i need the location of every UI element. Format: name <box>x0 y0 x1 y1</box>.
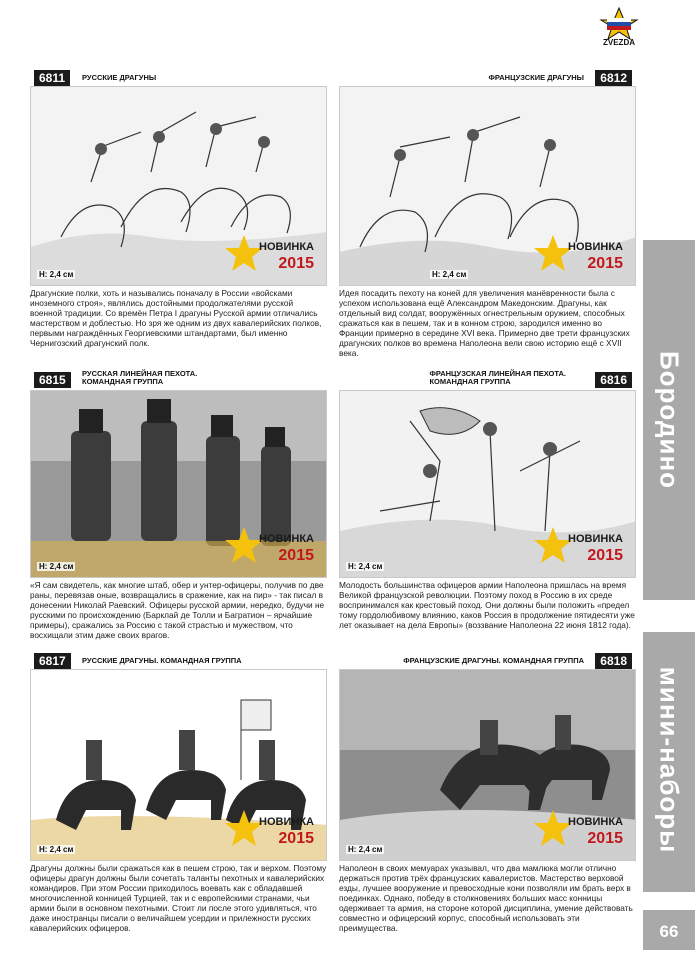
new-badge <box>549 529 629 569</box>
product-description: Драгунские полки, хоть и назывались поначалу в России «войсками иноземного строя», являлись достойными продолжателями русской военной традиции. Со времён Петра I драгуны Русской армии отличались мастерством и доблестью. Но зря же одним из двух кавалерийских полков, первыми награждённых Георгиевскими штандартами, был именно Чернигозский драгунский полк. <box>30 288 322 348</box>
badge-star-icon <box>533 808 573 848</box>
star-flag-icon <box>595 6 643 40</box>
card-header <box>339 370 636 386</box>
badge-label: НОВИНКА <box>259 533 314 545</box>
badge-label: НОВИНКА <box>568 241 623 253</box>
product-title: ФРАНЦУЗСКИЕ ДРАГУНЫ <box>488 73 584 82</box>
product-description: «Я сам свидетель, как многие штаб, обер и унтер-офицеры, получив по две раны, перевязав оные, возвращались в сражение, как на пир» - так писал в донесении Николай Раевский. Офицеры русской армии, нередко, будучи не русскими по происхождению (Барклай де Толли и Багратион – ярчайшие примеры), сражались за Россию с такой страстью и мужеством, что восхищали этим даже своих врагов. <box>30 580 325 640</box>
new-badge <box>549 237 629 277</box>
product-illustration <box>30 86 327 286</box>
zvezda-logo <box>595 6 643 52</box>
badge-star-icon <box>533 233 573 273</box>
product-title-line1: РУССКАЯ ЛИНЕЙНАЯ ПЕХОТА. <box>82 369 198 378</box>
product-illustration <box>339 86 636 286</box>
figure-height: H: 2,4 см <box>39 845 74 854</box>
figure-height: H: 2,4 см <box>348 562 383 571</box>
product-description: Молодость большинства офицеров армии Наполеона пришлась на время Великой французской революции. Поэтому поход в Россию в их среде воспринимался как крестовый поход. Они должны были положить «предел тому гордолюбивому влиянию, каков Россия в продолжение пятидесяти уже лет оказывает на дела Европы» (воззвание Наполеона 22 июня 1812 года). <box>339 580 635 630</box>
product-title-line2: КОМАНДНАЯ ГРУППА <box>429 377 511 386</box>
product-title: РУССКИЕ ДРАГУНЫ <box>82 73 157 82</box>
product-title <box>82 370 197 386</box>
badge-year: 2015 <box>587 830 623 847</box>
product-illustration <box>30 669 327 861</box>
product-illustration <box>339 669 636 861</box>
badge-label: НОВИНКА <box>568 533 623 545</box>
product-title-line1: ФРАНЦУЗСКАЯ ЛИНЕЙНАЯ ПЕХОТА. <box>429 369 566 378</box>
product-illustration <box>30 390 327 578</box>
figure-height: H: 2,4 см <box>39 562 74 571</box>
section-title-borodino: Бородино <box>654 350 685 490</box>
new-badge <box>549 812 629 852</box>
badge-label: НОВИНКА <box>568 816 623 828</box>
badge-star-icon <box>224 808 264 848</box>
card-header <box>339 653 636 669</box>
product-title-line2: КОМАНДНАЯ ГРУППА <box>82 377 164 386</box>
product-description: Идея посадить пехоту на коней для увеличения манёвренности была с успехом использована ещё Александром Македонским. Драгуны, как отдельный вид солдат, вооружённых огнестрельным оружием, способных сражаться как в пешем, так и в конном строю, зародился именно во Франции примерно в середине XVI века. Примерно две трети французских драгунских полков во времена Наполеона вели свою историю ещё с XVII века. <box>339 288 630 358</box>
figure-height: H: 2,4 см <box>348 845 383 854</box>
card-header <box>339 70 636 86</box>
product-title: ФРАНЦУЗСКИЕ ДРАГУНЫ. КОМАНДНАЯ ГРУППА <box>403 656 584 665</box>
new-badge <box>240 529 320 569</box>
badge-year: 2015 <box>587 255 623 272</box>
product-number: 6818 <box>595 653 632 669</box>
product-description: Наполеон в своих мемуарах указывал, что два мамлюка могли отлично держаться против трёх французских кавалеристов. Мастерство верховой езды, лучшее вооружение и превосходные кони позволяли им брать верх в поединках. Однако, победу в столкновениях больших масс конницы одерживает та армия, на стороне которой дисциплина, умение действовать совместно и офицерский корпус, способный использовать эти преимущества. <box>339 863 633 933</box>
product-title: РУССКИЕ ДРАГУНЫ. КОМАНДНАЯ ГРУППА <box>82 656 242 665</box>
product-number: 6817 <box>34 653 71 669</box>
product-title <box>429 370 566 386</box>
badge-year: 2015 <box>278 547 314 564</box>
product-number: 6816 <box>595 372 632 388</box>
product-description: Драгуны должны были сражаться как в пешем строю, так и верхом. Поэтому офицеры драгун должны были сочетать таланты пехотных и кавалерийских командиров. При этом России приходилось воевать как с обладавшей многочисленной конницей Турцией, так и с европейскими странами, чьи армии были в основном пехотными. Стоит ли после этого удивляться, что даже иностранцы писали о величайшем усердии и прилежности русских кавалерийских офицеров. <box>30 863 327 933</box>
badge-label: НОВИНКА <box>259 816 314 828</box>
section-title-mini-sets: мини-наборы <box>654 666 685 854</box>
badge-star-icon <box>224 525 264 565</box>
product-number: 6812 <box>595 70 632 86</box>
new-badge <box>240 237 320 277</box>
card-header <box>30 70 327 86</box>
card-header <box>30 370 327 386</box>
badge-year: 2015 <box>278 830 314 847</box>
badge-year: 2015 <box>278 255 314 272</box>
card-header <box>30 653 327 669</box>
badge-star-icon <box>533 525 573 565</box>
product-number: 6811 <box>34 70 70 86</box>
product-illustration <box>339 390 636 578</box>
badge-star-icon <box>224 233 264 273</box>
figure-height: H: 2,4 см <box>432 270 467 279</box>
badge-label: НОВИНКА <box>259 241 314 253</box>
new-badge <box>240 812 320 852</box>
page-number: 66 <box>659 922 679 941</box>
logo-text: ZVEZDA <box>603 38 635 47</box>
figure-height: H: 2,4 см <box>39 270 74 279</box>
badge-year: 2015 <box>587 547 623 564</box>
product-number: 6815 <box>34 372 71 388</box>
